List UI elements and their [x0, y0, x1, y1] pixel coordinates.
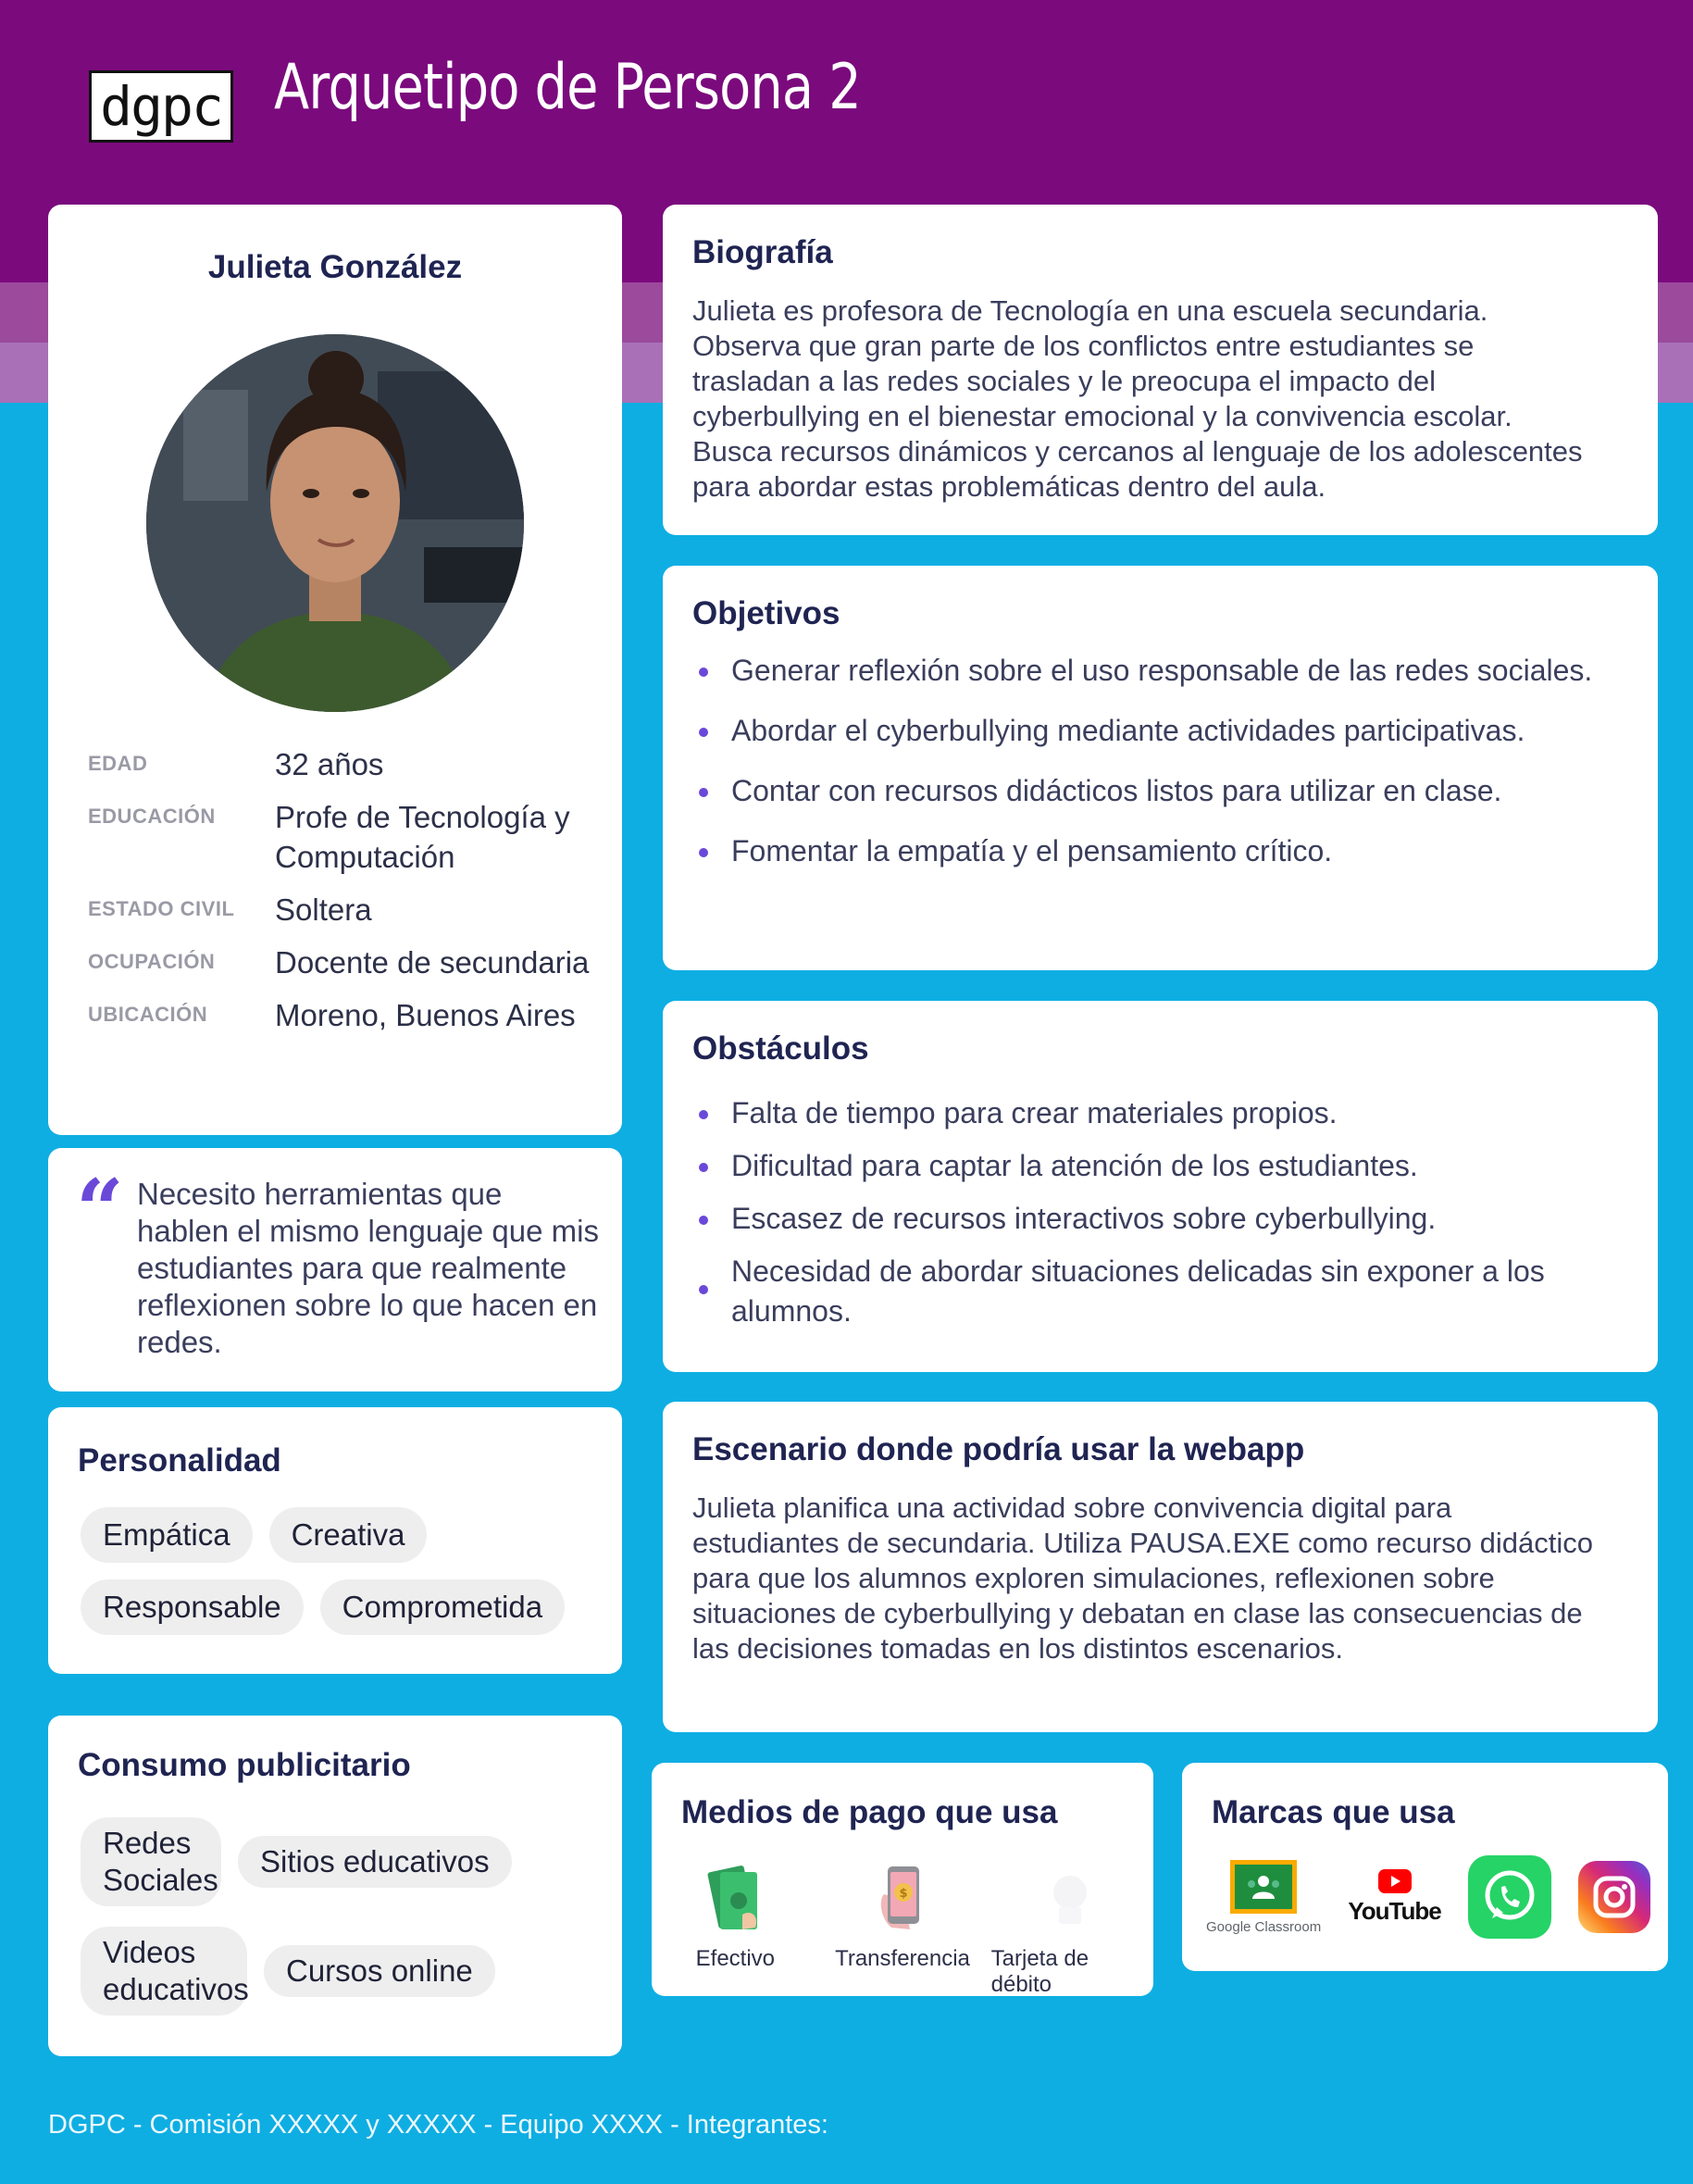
obstacle-text: Dificultad para captar la atención de los estudiantes. [731, 1149, 1418, 1182]
fact-label: ESTADO CIVIL [88, 897, 235, 920]
google-classroom-icon [1206, 1860, 1321, 1935]
fact-value: Soltera [275, 892, 372, 927]
bullet-icon [699, 1285, 708, 1294]
ad-tag: Sitios educativos [238, 1836, 512, 1888]
persona-facts [88, 744, 606, 1048]
quote-icon: “ [76, 1161, 124, 1259]
ad-tag: Videos educativos [81, 1927, 247, 2016]
personality-tag: Empática [81, 1507, 253, 1563]
goal-text: Contar con recursos didácticos listos para utilizar en clase. [731, 774, 1502, 807]
fact-value: Moreno, Buenos Aires [275, 998, 576, 1032]
brands-title: Marcas que usa [1212, 1794, 1455, 1830]
cash-icon [705, 1863, 765, 1933]
payment-label: Transferencia [835, 1946, 970, 1971]
bullet-icon [699, 668, 708, 677]
debit-card-icon [1040, 1863, 1100, 1933]
personality-tag: Creativa [269, 1507, 428, 1563]
ad-tag: Cursos online [264, 1945, 495, 1997]
scenario-card [663, 1402, 1658, 1732]
profile-card [48, 205, 622, 1135]
personality-tags [81, 1507, 599, 1635]
list-item [692, 1199, 1637, 1239]
youtube-label: YouTube [1348, 1896, 1441, 1925]
fact-age [88, 744, 606, 784]
fact-location [88, 995, 606, 1035]
payment-label: Tarjeta de débito [990, 1946, 1089, 1997]
logo-text: dgpc [100, 75, 222, 138]
bullet-icon [699, 1163, 708, 1172]
personality-card [48, 1407, 622, 1674]
goal-text: Abordar el cyberbullying mediante actividades participativas. [731, 714, 1525, 747]
brands-card [1182, 1763, 1668, 1971]
list-item [692, 1252, 1637, 1331]
obstacles-title: Obstáculos [692, 1030, 869, 1067]
list-item [692, 711, 1637, 751]
scenario-title: Escenario donde podría usar la webapp [692, 1431, 1305, 1467]
payment-transfer [824, 1863, 981, 1998]
scenario-text: Julieta planifica una actividad sobre convivencia digital para estudiantes de secundaria. Utiliza PAUSA.EXE como recurso didáctico para que los alumnos exploren simulaciones, reflexionen sobre situaciones de cyberbullying y debatan en clase las consecuencias de las decisiones tomadas en los distintos escenarios. [692, 1491, 1593, 1665]
biography-title: Biografía [692, 234, 833, 270]
payment-methods [652, 1863, 1153, 1998]
fact-civil-status [88, 890, 606, 930]
portrait-illustration [146, 334, 524, 712]
fact-label: UBICACIÓN [88, 1003, 208, 1026]
fact-education [88, 797, 606, 877]
biography-text: Julieta es profesora de Tecnología en una escuela secundaria. Observa que gran parte de los conflictos entre estudiantes se trasladan a las redes sociales y le preocupa el impacto del cyberbullying en el bienestar emocional y la convivencia escolar. Busca recursos dinámicos y cercanos al lenguaje de los adolescentes para abordar estas problemáticas dentro del aula. [692, 294, 1583, 503]
svg-text:$: $ [899, 1887, 908, 1901]
list-item [692, 831, 1637, 871]
google-classroom-label: Google Classroom [1206, 1918, 1322, 1935]
payment-debit-card [991, 1863, 1149, 1998]
goal-text: Generar reflexión sobre el uso responsable de las redes sociales. [731, 654, 1593, 687]
fact-label: OCUPACIÓN [88, 950, 216, 973]
personality-tag: Responsable [81, 1579, 304, 1635]
payment-label: Efectivo [695, 1946, 776, 1971]
ad-tag: Redes Sociales [81, 1817, 221, 1906]
bullet-icon [699, 788, 708, 797]
fact-label: EDUCACIÓN [88, 805, 216, 828]
obstacle-text: Falta de tiempo para crear materiales propios. [731, 1096, 1338, 1129]
goals-title: Objetivos [692, 595, 840, 631]
goals-card [663, 566, 1658, 970]
obstacle-text: Escasez de recursos interactivos sobre cyberbullying. [731, 1202, 1437, 1235]
phone-transfer-icon [873, 1863, 932, 1933]
obstacles-card [663, 1001, 1658, 1372]
list-item [692, 771, 1637, 811]
avatar [146, 334, 524, 712]
list-item [692, 1093, 1637, 1133]
fact-value: Docente de secundaria [275, 945, 590, 980]
ad-consumption-card [48, 1716, 622, 2056]
bullet-icon [699, 1216, 708, 1225]
brand-logos [1206, 1855, 1650, 1939]
ad-consumption-title: Consumo publicitario [78, 1747, 411, 1783]
personality-tag: Comprometida [320, 1579, 565, 1635]
obstacle-text: Necesidad de abordar situaciones delicadas sin exponer a los alumnos. [731, 1254, 1545, 1328]
instagram-icon [1578, 1861, 1650, 1933]
youtube-icon [1348, 1869, 1440, 1926]
goals-list [692, 651, 1637, 892]
list-item [692, 1146, 1637, 1186]
payment-methods-card [652, 1763, 1153, 1996]
quote-card [48, 1148, 622, 1392]
payment-title: Medios de pago que usa [681, 1794, 1058, 1830]
quote-text: Necesito herramientas que hablen el mismo lenguaje que mis estudiantes para que realmente reflexionen sobre lo que hacen en redes. [137, 1177, 599, 1359]
page-title: Arquetipo de Persona 2 [274, 51, 861, 124]
personality-title: Personalidad [78, 1442, 281, 1479]
biography-card [663, 205, 1658, 535]
bullet-icon [699, 1110, 708, 1119]
bullet-icon [699, 848, 708, 857]
whatsapp-icon [1468, 1855, 1551, 1939]
dgpc-logo [89, 70, 233, 143]
list-item [692, 651, 1637, 691]
bullet-icon [699, 728, 708, 737]
fact-value: Profe de Tecnología y Computación [275, 800, 570, 874]
footer-credits: DGPC - Comisión XXXXX y XXXXX - Equipo XXXX - Integrantes: [48, 2110, 828, 2140]
fact-occupation [88, 942, 606, 982]
goal-text: Fomentar la empatía y el pensamiento crítico. [731, 834, 1333, 867]
fact-value: 32 años [275, 747, 384, 781]
persona-name: Julieta González [207, 249, 463, 285]
obstacles-list [692, 1093, 1637, 1344]
ad-consumption-tags [81, 1817, 599, 2016]
fact-label: EDAD [88, 752, 148, 775]
payment-cash [656, 1863, 814, 1998]
